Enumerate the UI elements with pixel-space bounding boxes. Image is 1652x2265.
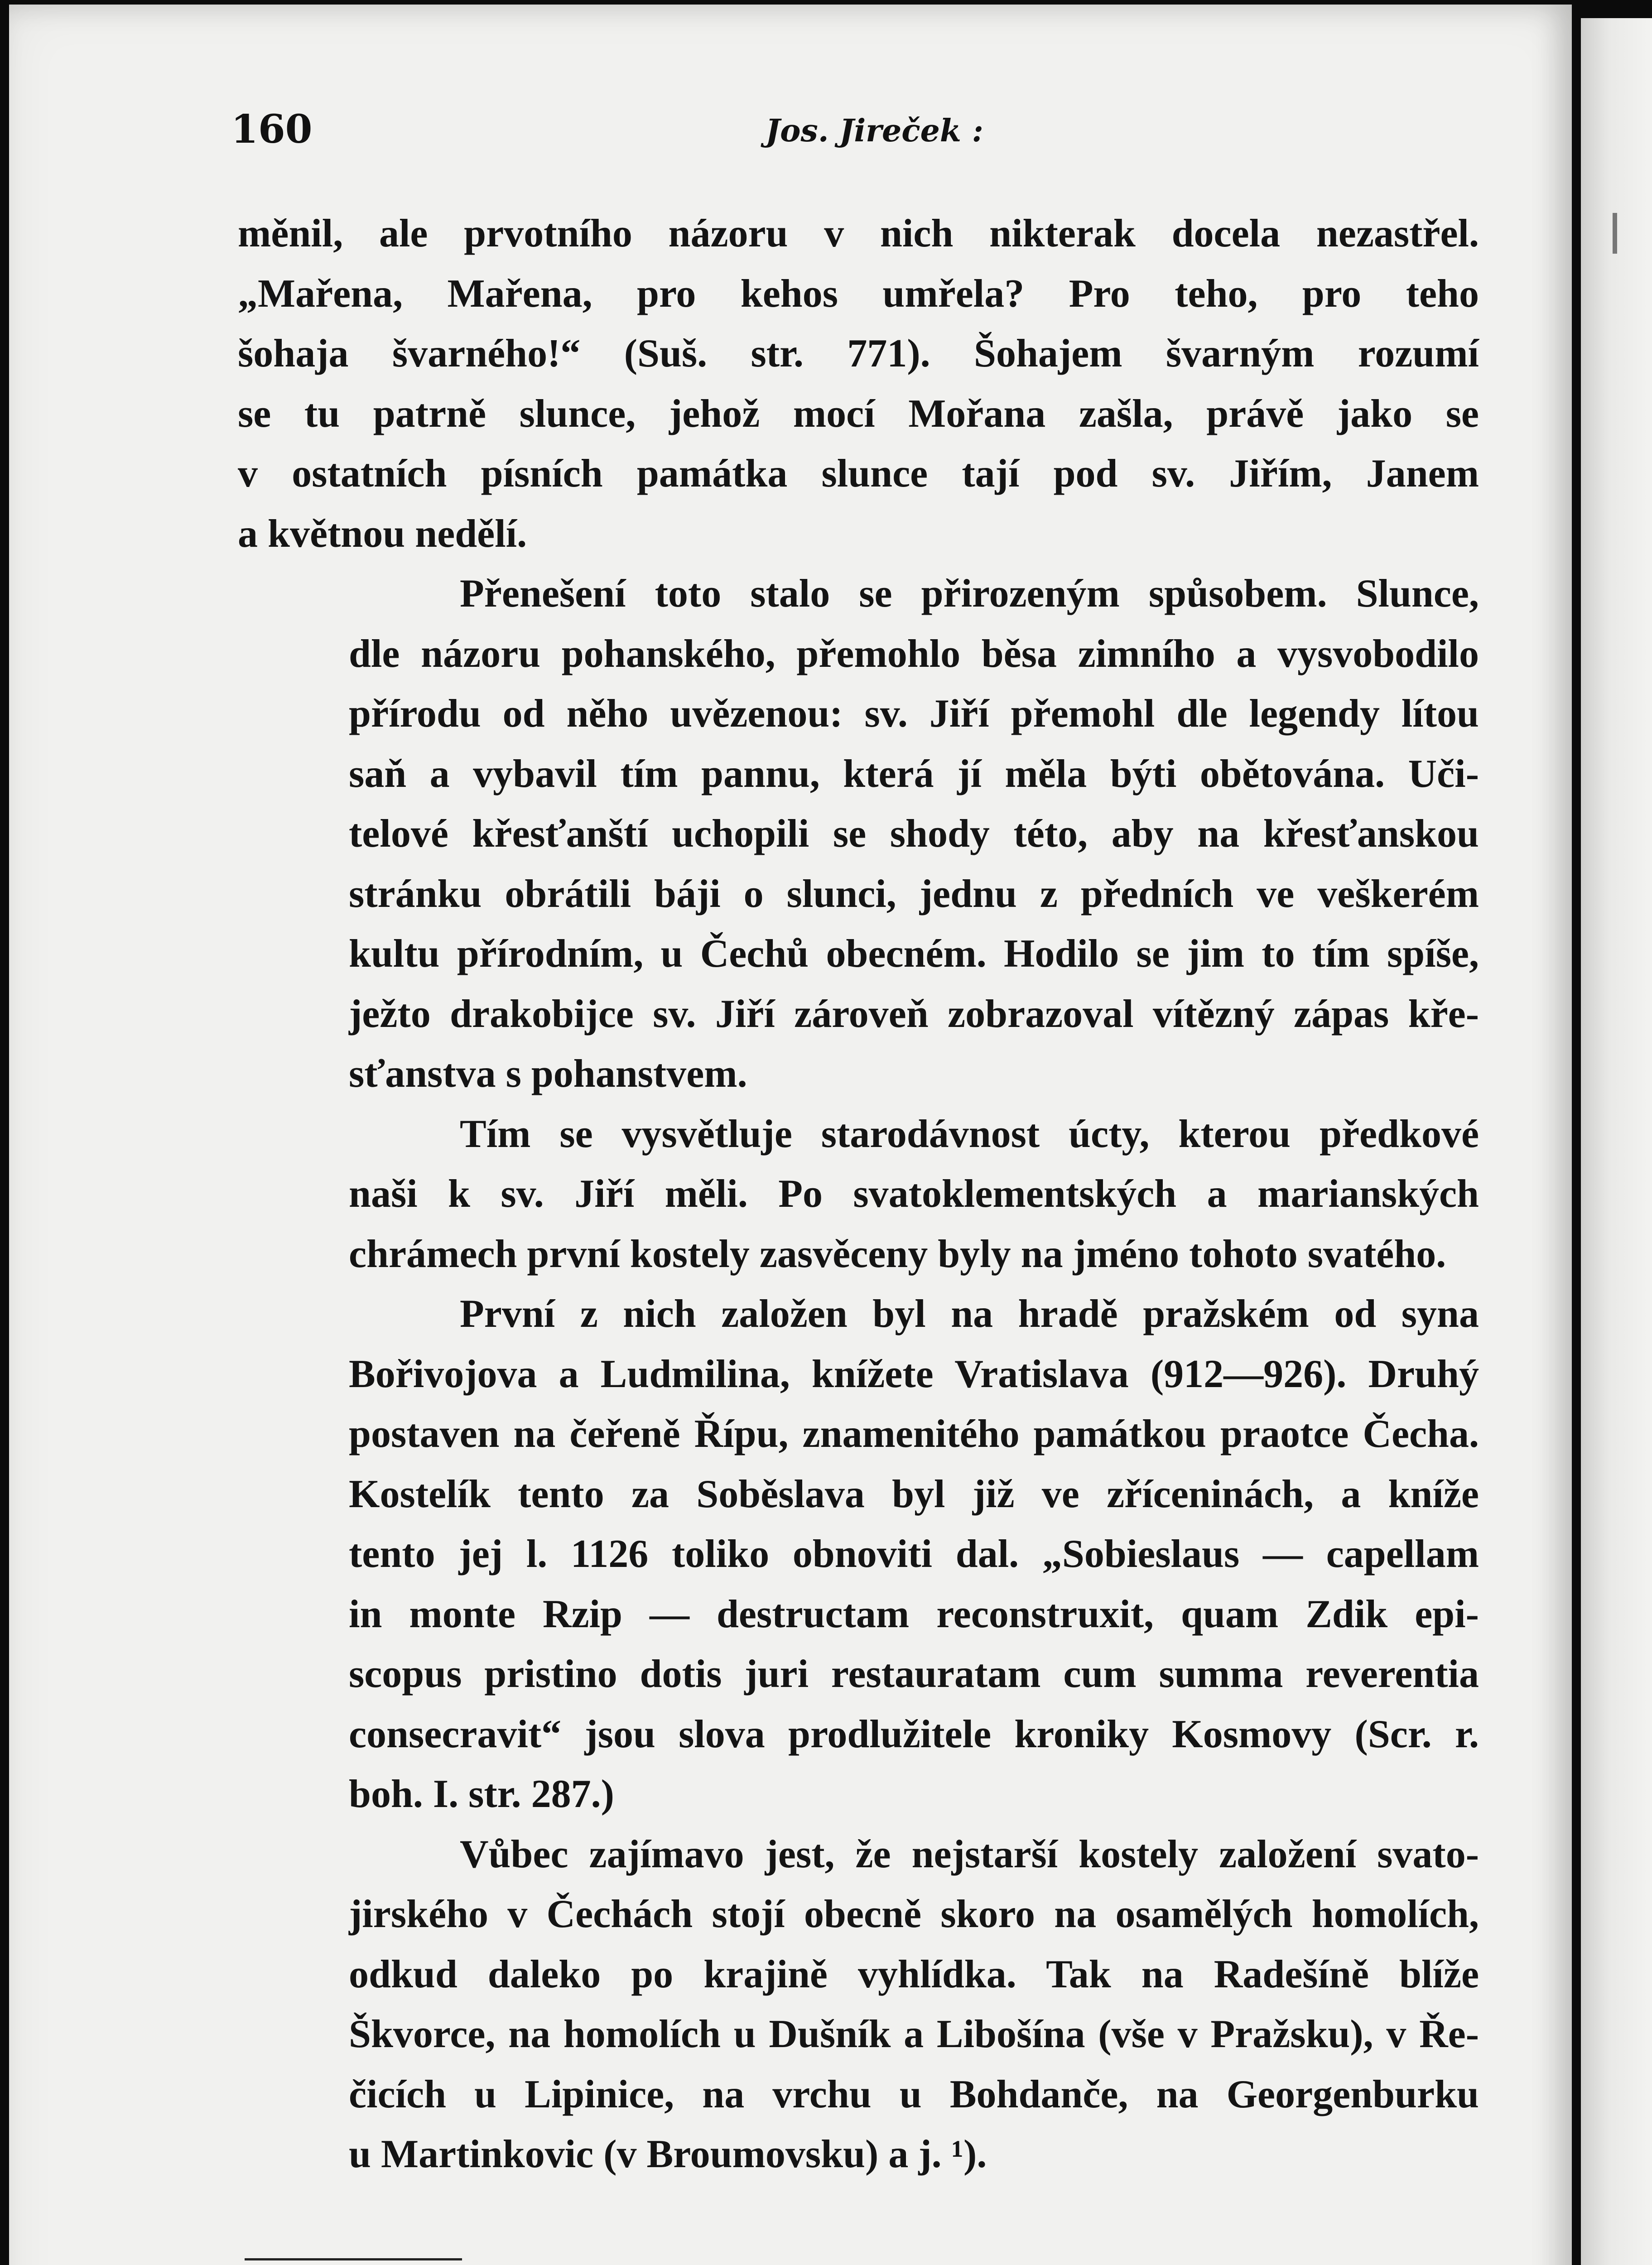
page-number: 160 bbox=[231, 106, 313, 152]
next-page-edge bbox=[1581, 18, 1652, 2265]
text-line: „Mařena, Mařena, pro kehos umřela? Pro teho, pro teho bbox=[238, 271, 1479, 316]
text-line: boh. I. str. 287.) bbox=[349, 1772, 614, 1816]
text-line: se tu patrně slunce, jehož mocí Mořana zašla, právě jako se bbox=[238, 391, 1479, 436]
page-header bbox=[0, 106, 1563, 161]
text-line: telové křesťanští uchopili se shody této, aby na křesťanskou bbox=[349, 812, 1479, 856]
text-line: saň a vybavil tím pannu, která jí měla býti obětována. Uči- bbox=[349, 752, 1479, 796]
running-head: Jos. Jireček : bbox=[766, 113, 983, 149]
text-line: Přenešení toto stalo se přirozeným spůsobem. Slunce, bbox=[460, 572, 1479, 616]
text-line: postaven na čeřeně Řípu, znamenitého památkou praotce Čecha. bbox=[349, 1412, 1479, 1456]
text-line: v ostatních písních památka slunce tají pod sv. Jiřím, Janem bbox=[238, 452, 1479, 496]
text-line: čicích u Lipinice, na vrchu u Bohdanče, na Georgenburku bbox=[349, 2072, 1479, 2116]
text-line: in monte Rzip — destructam reconstruxit, quam Zdik epi- bbox=[349, 1592, 1479, 1636]
text-line: naši k sv. Jiří měli. Po svatoklementských a marianských bbox=[349, 1172, 1479, 1216]
paragraph-2 bbox=[238, 564, 1479, 1104]
text-line: u Martinkovic (v Broumovsku) a j. ¹). bbox=[349, 2132, 987, 2176]
text-line: Tím se vysvětluje starodávnost úcty, kterou předkové bbox=[460, 1112, 1479, 1156]
paragraph-1 bbox=[238, 204, 1479, 564]
text-line: První z nich založen byl na hradě pražském od syna bbox=[460, 1292, 1479, 1336]
text-line: stránku obrátili báji o slunci, jednu z předních ve veškerém bbox=[349, 872, 1479, 916]
text-line: jirského v Čechách stojí obecně skoro na osamělých homolích, bbox=[349, 1892, 1479, 1936]
paragraph-4 bbox=[238, 1284, 1479, 1825]
text-line: kultu přírodním, u Čechů obecném. Hodilo se jim to tím spíše, bbox=[349, 932, 1479, 976]
text-line: tento jej l. 1126 toliko obnoviti dal. „Sobieslaus — capellam bbox=[349, 1532, 1479, 1576]
text-line: consecravit“ jsou slova prodlužitele kroniky Kosmovy (Scr. r. bbox=[349, 1712, 1479, 1756]
text-line: Škvorce, na homolích u Dušník a Libošína (vše v Pražsku), v Ře- bbox=[349, 2012, 1479, 2056]
text-line: měnil, ale prvotního názoru v nich nikterak docela nezastřel. bbox=[238, 212, 1479, 255]
text-line: dle názoru pohanského, přemohlo běsa zimního a vysvobodilo bbox=[349, 631, 1479, 676]
paragraph-3 bbox=[238, 1104, 1479, 1285]
text-line: šohaja švarného!“ (Suš. str. 771). Šohajem švarným rozumí bbox=[238, 332, 1479, 376]
text-line: Bořivojova a Ludmilina, knížete Vratislava (912—926). Druhý bbox=[349, 1352, 1479, 1396]
text-line: a květnou nedělí. bbox=[238, 511, 527, 556]
page-edge-mark bbox=[1613, 213, 1617, 254]
text-line: scopus pristino dotis juri restauratam cum summa reverentia bbox=[349, 1652, 1479, 1696]
text-line: sťanstva s pohanstvem. bbox=[349, 1052, 747, 1096]
text-line: ježto drakobijce sv. Jiří zároveň zobrazoval vítězný zápas kře- bbox=[349, 992, 1479, 1036]
text-line: chrámech první kostely zasvěceny byly na jméno tohoto svatého. bbox=[349, 1232, 1446, 1276]
text-line: Vůbec zajímavo jest, že nejstarší kostely založení svato- bbox=[460, 1832, 1479, 1876]
text-line: přírodu od něho uvězenou: sv. Jiří přemohl dle legendy lítou bbox=[349, 692, 1479, 736]
footnote-rule bbox=[245, 2258, 462, 2260]
body-text bbox=[238, 204, 1479, 2185]
text-line: odkud daleko po krajině vyhlídka. Tak na Radešíně blíže bbox=[349, 1952, 1479, 1996]
paragraph-5 bbox=[238, 1825, 1479, 2185]
text-line: Kostelík tento za Soběslava byl již ve zříceninách, a kníže bbox=[349, 1472, 1479, 1516]
